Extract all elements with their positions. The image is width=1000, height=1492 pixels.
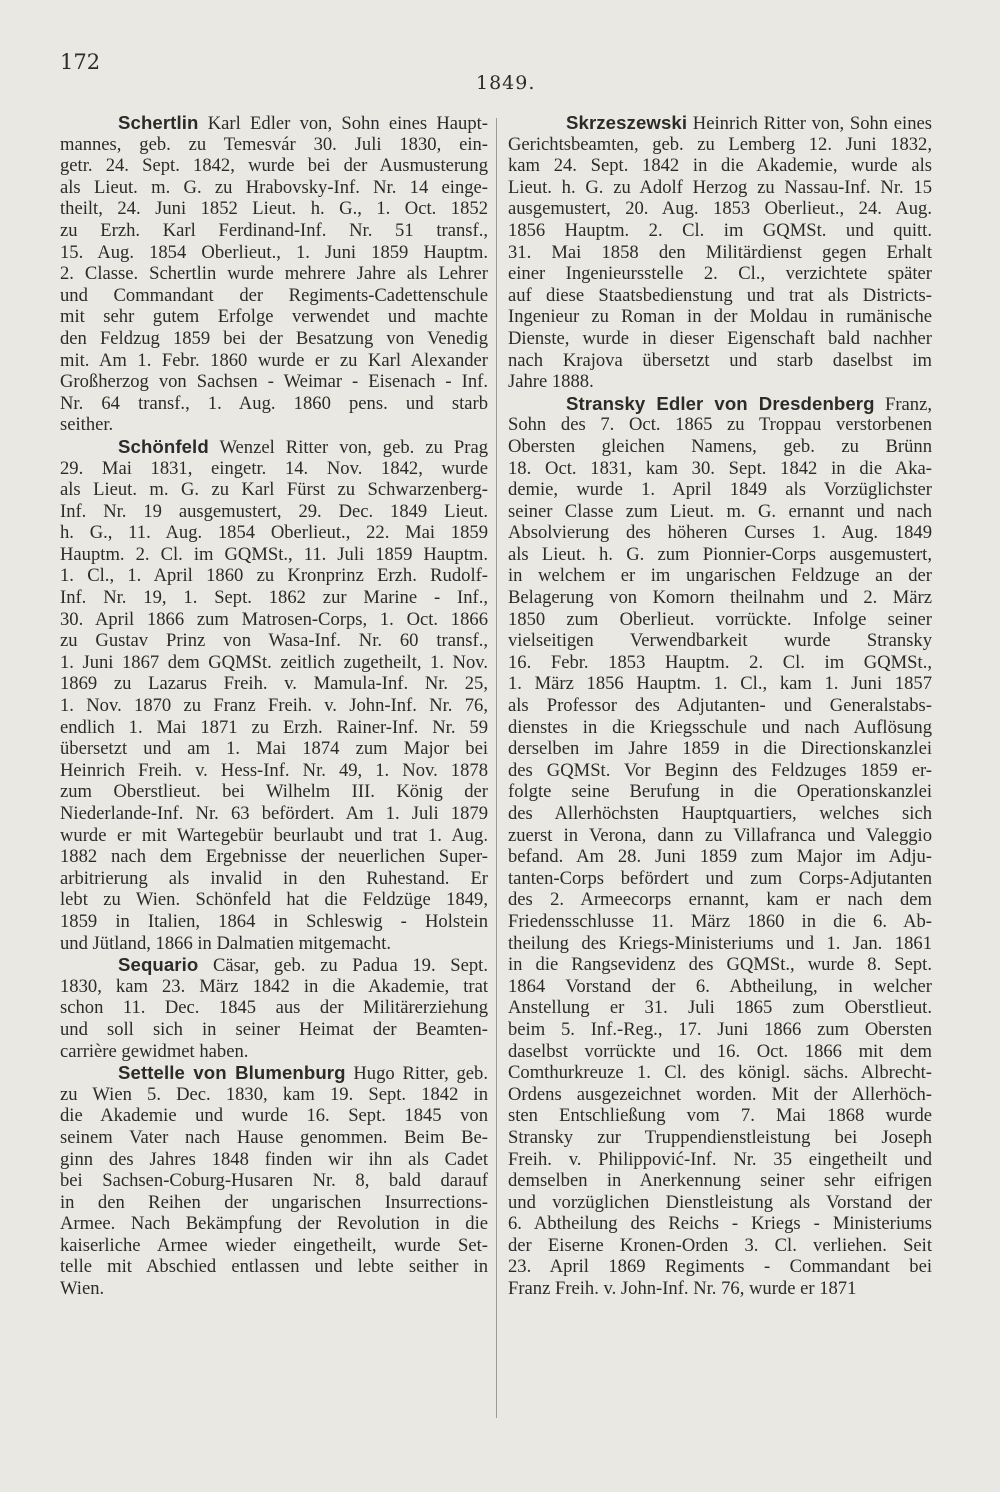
line-text: ausgemustert, 20. Aug. 1853 Oberlieut., 24. Aug.: [508, 198, 932, 220]
text-line: [60, 198, 488, 220]
text-line: [60, 177, 488, 199]
text-line: [508, 868, 932, 890]
text-line: [508, 1062, 932, 1084]
text-line: [60, 997, 488, 1019]
line-text: sten Entschließung vom 7. Mai 1868 wurde: [508, 1105, 932, 1127]
line-text: 30. April 1866 zum Matrosen-Corps, 1. Oct. 1866: [60, 608, 488, 630]
line-text: nach Krajova übersetzt und starb daselbst im: [508, 349, 932, 371]
line-text: als Lieut. h. G. zum Pionnier-Corps ausgemustert,: [508, 543, 932, 565]
text-line: [508, 803, 932, 825]
text-line: [60, 1084, 488, 1106]
line-text: carrière gewidmet haben.: [60, 1040, 249, 1062]
line-text: 1. Nov. 1870 zu Franz Freih. v. John-Inf. Nr. 76,: [60, 695, 488, 717]
running-header-year: 1849.: [476, 72, 536, 94]
text-line: [508, 997, 932, 1019]
line-text: des 2. Armeecorps ernannt, kam er nach dem: [508, 889, 932, 911]
line-text: 1882 nach dem Ergebnisse der neuerlichen Super-: [60, 846, 488, 868]
line-text: Heinrich Ritter von, Sohn eines: [687, 113, 932, 134]
line-text: 1850 zum Oberlieut. vorrückte. Infolge seiner: [508, 608, 932, 630]
line-text: Großherzog von Sachsen - Weimar - Eisenach - Inf.: [60, 371, 488, 393]
line-text: derselben im Jahre 1859 in die Directionskanzlei: [508, 738, 932, 760]
text-line: [60, 1105, 488, 1127]
text-line: [60, 1170, 488, 1192]
line-text: Obersten gleichen Namens, geb. zu Brünn: [508, 435, 932, 457]
text-line: [60, 350, 488, 372]
line-text: 1856 Hauptm. 2. Cl. im GQMSt. und quitt.: [508, 219, 932, 241]
text-line: [508, 458, 932, 480]
text-line: [60, 1235, 488, 1257]
line-text: seiner Classe zum Lieut. m. G. ernannt und nach: [508, 500, 932, 522]
entry-name: Stransky Edler von Dresdenberg: [566, 392, 875, 414]
text-line: [508, 933, 932, 955]
line-text: des GQMSt. Vor Beginn des Feldzuges 1859 er-: [508, 759, 932, 781]
line-text: arbitrierung als invalid in den Ruhestand. Er: [60, 867, 488, 889]
text-line: [508, 760, 932, 782]
line-text: 18. Oct. 1831, kam 30. Sept. 1842 in die Aka-: [508, 457, 932, 479]
line-text: den Feldzug 1859 bei der Besatzung von Venedig: [60, 327, 488, 349]
text-line: [508, 911, 932, 933]
text-line: [508, 1170, 932, 1192]
text-line: [60, 242, 488, 264]
line-text: auf diese Staatsbedienstung und trat als Districts-: [508, 284, 932, 306]
text-line: [508, 328, 932, 350]
text-line: [60, 1149, 488, 1171]
text-line: [60, 155, 488, 177]
line-text: in welchem er im ungarischen Feldzuge an der: [508, 565, 932, 587]
line-text: Heinrich Freih. v. Hess-Inf. Nr. 49, 1. Nov. 1878: [60, 759, 488, 781]
text-line: [508, 544, 932, 566]
line-text: 1. Juni 1867 dem GQMSt. zeitlich zugetheilt, 1. Nov.: [60, 651, 488, 673]
text-line: [60, 1192, 488, 1214]
text-line: [60, 263, 488, 285]
text-line: [508, 393, 932, 415]
text-line: [60, 825, 488, 847]
line-text: 2. Classe. Schertlin wurde mehrere Jahre als Lehrer: [60, 263, 488, 285]
text-line: [60, 479, 488, 501]
line-text: telle mit Abschied entlassen und lebte seither in: [60, 1256, 488, 1278]
text-line: [60, 1278, 488, 1300]
line-text: Ordens ausgezeichnet worden. Mit der Allerhöch-: [508, 1083, 932, 1105]
text-line: [60, 673, 488, 695]
line-text: Cäsar, geb. zu Padua 19. Sept.: [198, 955, 488, 976]
text-line: [60, 652, 488, 674]
text-line: [508, 630, 932, 652]
text-line: [60, 134, 488, 156]
text-line: [60, 1019, 488, 1041]
line-text: folgte seine Berufung in die Operationskanzlei: [508, 781, 932, 803]
line-text: Anstellung er 31. Juli 1865 zum Oberstlieut.: [508, 997, 932, 1019]
text-line: [508, 479, 932, 501]
text-line: [508, 155, 932, 177]
text-line: [508, 263, 932, 285]
text-line: [60, 1041, 488, 1063]
line-text: mit sehr gutem Erfolge verwendet und machte: [60, 306, 488, 328]
line-text: seither.: [60, 414, 114, 436]
text-line: [508, 436, 932, 458]
line-text: theilung des Kriegs-Ministeriums und 1. Jan. 1861: [508, 932, 932, 954]
text-line: [60, 846, 488, 868]
line-text: und vorzüglichen Dienstleistung als Vorstand der: [508, 1191, 932, 1213]
text-line: [60, 306, 488, 328]
text-line: [508, 285, 932, 307]
text-line: [508, 1127, 932, 1149]
line-text: Inf. Nr. 19, 1. Sept. 1862 zur Marine - Inf.,: [60, 587, 488, 609]
line-text: Franz,: [874, 393, 932, 415]
text-line: [60, 889, 488, 911]
line-text: demselben in Anerkennung seiner sehr eifrigen: [508, 1170, 932, 1192]
line-text: wurde er mit Wartegebür beurlaubt und trat 1. Aug.: [60, 824, 488, 846]
line-text: Niederlande-Inf. Nr. 63 befördert. Am 1. Juli 1879: [60, 803, 488, 824]
line-text: 1. März 1856 Hauptm. 1. Cl., kam 1. Juni 1857: [508, 673, 932, 695]
line-text: des Allerhöchsten Hauptquartiers, welches sich: [508, 803, 932, 824]
text-line: [508, 112, 932, 134]
text-line: [508, 781, 932, 803]
left-column: [60, 112, 488, 1300]
line-text: Stransky zur Truppendienstleistung bei Joseph: [508, 1126, 932, 1148]
line-text: Comthurkreuze 1. Cl. des königl. sächs. Albrecht-: [508, 1062, 932, 1084]
text-line: [60, 587, 488, 609]
line-text: schon 11. Dec. 1845 aus der Militärerziehung: [60, 997, 488, 1019]
right-column: [508, 112, 932, 1300]
line-text: zuerst in Verona, dann zu Villafranca und Valeggio: [508, 824, 932, 846]
line-text: 1830, kam 23. März 1842 in die Akademie, trat: [60, 975, 488, 997]
text-line: [60, 436, 488, 458]
line-text: 6. Abtheilung des Reichs - Kriegs - Ministeriums: [508, 1213, 932, 1235]
text-line: [508, 220, 932, 242]
line-text: seinem Vater nach Hause genommen. Beim Be-: [60, 1126, 488, 1148]
text-line: [60, 522, 488, 544]
line-text: Gerichtsbeamten, geb. zu Lemberg 12. Juni 1832,: [508, 133, 932, 155]
line-text: Hauptm. 2. Cl. im GQMSt., 11. Juli 1859 Hauptm.: [60, 543, 488, 565]
line-text: lebt zu Wien. Schönfeld hat die Feldzüge 1849,: [60, 889, 488, 911]
line-text: zu Erzh. Karl Ferdinand-Inf. Nr. 51 transf.,: [60, 219, 488, 241]
line-text: Karl Edler von, Sohn eines Haupt-: [198, 113, 488, 134]
line-text: zu Gustav Prinz von Wasa-Inf. Nr. 60 transf.,: [60, 630, 488, 652]
line-text: tanten-Corps befördert und zum Corps-Adjutanten: [508, 867, 932, 889]
line-text: demie, wurde 1. April 1849 als Vorzüglichster: [508, 479, 932, 501]
line-text: 15. Aug. 1854 Oberlieut., 1. Juni 1859 Hauptm.: [60, 241, 488, 263]
line-text: h. G., 11. Aug. 1854 Oberlieut., 22. Mai 1859: [60, 522, 488, 544]
text-line: [60, 976, 488, 998]
text-line: [60, 220, 488, 242]
text-line: [508, 1192, 932, 1214]
text-line: [60, 717, 488, 739]
text-line: [60, 1127, 488, 1149]
text-line: [508, 1019, 932, 1041]
column-divider: [496, 118, 497, 1418]
line-text: und soll sich in seiner Heimat der Beamten-: [60, 1018, 488, 1040]
text-line: [508, 350, 932, 372]
biography-entry: [60, 436, 488, 954]
text-line: [508, 825, 932, 847]
text-line: [60, 328, 488, 350]
line-text: in die Rangsevidenz des GQMSt., wurde 8. Sept.: [508, 954, 932, 976]
text-line: [60, 738, 488, 760]
line-text: in den Reihen der ungarischen Insurrections-: [60, 1191, 488, 1213]
line-text: 23. April 1869 Regiments - Commandant bei: [508, 1256, 932, 1278]
line-text: kaiserliche Armee wieder eingetheilt, wurde Set-: [60, 1234, 488, 1256]
line-text: als Lieut. m. G. zu Karl Fürst zu Schwarzenberg-: [60, 479, 488, 501]
line-text: mit. Am 1. Febr. 1860 wurde er zu Karl Alexander: [60, 349, 488, 371]
text-line: [60, 760, 488, 782]
line-text: und Commandant der Regiments-Cadettenschule: [60, 284, 488, 306]
text-line: [508, 1149, 932, 1171]
text-line: [508, 1235, 932, 1257]
biography-entry: [60, 112, 488, 436]
line-text: 31. Mai 1858 den Militärdienst gegen Erhalt: [508, 241, 932, 263]
line-text: daselbst vorrückte und 16. Oct. 1866 mit dem: [508, 1040, 932, 1062]
entry-name: Skrzeszewski: [566, 112, 688, 133]
text-line: [508, 1256, 932, 1278]
text-line: [60, 1256, 488, 1278]
text-line: [60, 1213, 488, 1235]
line-text: ginn des Jahres 1848 finden wir ihn als Cadet: [60, 1148, 488, 1170]
text-line: [508, 695, 932, 717]
text-line: [60, 414, 488, 436]
text-line: [508, 1278, 932, 1300]
text-line: [508, 1105, 932, 1127]
text-line: [60, 954, 488, 976]
text-line: [508, 846, 932, 868]
text-line: [60, 112, 488, 134]
text-line: [508, 717, 932, 739]
text-line: [60, 285, 488, 307]
line-text: Jahre 1888.: [508, 371, 594, 393]
text-line: [508, 738, 932, 760]
line-text: vielseitigen Verwendbarkeit wurde Stransky: [508, 630, 932, 652]
text-line: [508, 306, 932, 328]
line-text: theilt, 24. Juni 1852 Lieut. h. G., 1. Oct. 1852: [60, 198, 488, 220]
entry-name: Settelle von Blumenburg: [118, 1062, 346, 1084]
text-line: [508, 889, 932, 911]
line-text: 1869 zu Lazarus Freih. v. Mamula-Inf. Nr. 25,: [60, 673, 488, 695]
line-text: Dienste, wurde in dieser Eigenschaft bald nachher: [508, 327, 932, 349]
line-text: zu Wien 5. Dec. 1830, kam 19. Sept. 1842 in: [60, 1083, 488, 1105]
line-text: beim 5. Inf.-Reg., 17. Juni 1866 zum Obersten: [508, 1018, 932, 1040]
line-text: Wien.: [60, 1278, 105, 1300]
line-text: kam 24. Sept. 1842 in die Akademie, wurde als: [508, 155, 932, 177]
line-text: Freih. v. Philippović-Inf. Nr. 35 eingetheilt und: [508, 1148, 932, 1170]
text-line: [508, 371, 932, 393]
line-text: endlich 1. Mai 1871 zu Erzh. Rainer-Inf. Nr. 59: [60, 716, 488, 738]
text-line: [508, 134, 932, 156]
text-line: [60, 630, 488, 652]
line-text: 16. Febr. 1853 Hauptm. 2. Cl. im GQMSt.,: [508, 651, 932, 673]
text-line: [60, 544, 488, 566]
line-text: Lieut. h. G. zu Adolf Herzog zu Nassau-Inf. Nr. 15: [508, 176, 932, 198]
text-line: [508, 1084, 932, 1106]
line-text: Wenzel Ritter von, geb. zu Prag: [208, 436, 488, 458]
line-text: als Lieut. m. G. zu Hrabovsky-Inf. Nr. 14 einge-: [60, 176, 488, 198]
line-text: Friedensschlusse 11. März 1860 in die 6. Ab-: [508, 910, 932, 932]
text-line: [60, 609, 488, 631]
biography-entry: [508, 112, 932, 393]
line-text: Franz Freih. v. John-Inf. Nr. 76, wurde er 1871: [508, 1278, 857, 1300]
text-line: [508, 954, 932, 976]
text-line: [508, 177, 932, 199]
line-text: dienstes in die Kriegsschule und nach Auflösung: [508, 716, 932, 738]
line-text: Inf. Nr. 19 ausgemustert, 29. Dec. 1849 Lieut.: [60, 500, 488, 522]
text-line: [60, 501, 488, 523]
text-line: [508, 522, 932, 544]
line-text: Absolvierung des höheren Curses 1. Aug. 1849: [508, 522, 932, 544]
text-line: [60, 458, 488, 480]
entry-name: Schönfeld: [118, 435, 209, 457]
page-number: 172: [60, 50, 101, 74]
text-line: [508, 609, 932, 631]
entry-name: Schertlin: [118, 112, 199, 133]
line-text: mannes, geb. zu Temesvár 30. Juli 1830, ein-: [60, 133, 488, 155]
text-line: [508, 501, 932, 523]
text-line: [508, 1213, 932, 1235]
biography-entry: [508, 393, 932, 1300]
text-line: [508, 587, 932, 609]
line-text: 1864 Vorstand der 6. Abtheilung, in welcher: [508, 975, 932, 997]
text-line: [508, 414, 932, 436]
text-line: [60, 565, 488, 587]
text-line: [508, 242, 932, 264]
line-text: als Professor des Adjutanten- und Generalstabs-: [508, 695, 932, 717]
line-text: die Akademie und wurde 16. Sept. 1845 von: [60, 1105, 488, 1127]
line-text: einer Ingenieursstelle 2. Cl., verzichtete später: [508, 263, 932, 285]
line-text: befand. Am 28. Juni 1859 zum Major im Adju-: [508, 846, 932, 868]
text-line: [60, 933, 488, 955]
line-text: 1859 in Italien, 1864 in Schleswig - Holstein: [60, 910, 488, 932]
text-line: [508, 976, 932, 998]
text-line: [60, 781, 488, 803]
line-text: Nr. 64 transf., 1. Aug. 1860 pens. und starb: [60, 392, 488, 414]
line-text: 1. Cl., 1. April 1860 zu Kronprinz Erzh. Rudolf-: [60, 565, 488, 587]
line-text: und Jütland, 1866 in Dalmatien mitgemacht.: [60, 932, 392, 954]
text-line: [508, 673, 932, 695]
text-line: [508, 652, 932, 674]
line-text: der Eiserne Kronen-Orden 3. Cl. verliehen. Seit: [508, 1234, 932, 1256]
biography-entry: [60, 1062, 488, 1300]
entry-name: Sequario: [118, 954, 199, 976]
text-line: [60, 803, 488, 825]
line-text: bei Sachsen-Coburg-Husaren Nr. 8, bald darauf: [60, 1170, 488, 1192]
text-line: [60, 1062, 488, 1084]
text-line: [508, 1041, 932, 1063]
line-text: Ingenieur zu Roman in der Moldau in rumänische: [508, 306, 932, 328]
text-line: [60, 695, 488, 717]
text-line: [60, 868, 488, 890]
text-line: [60, 371, 488, 393]
line-text: 29. Mai 1831, eingetr. 14. Nov. 1842, wurde: [60, 457, 488, 479]
text-line: [60, 911, 488, 933]
text-line: [508, 565, 932, 587]
text-line: [60, 393, 488, 415]
line-text: Belagerung von Komorn theilnahm und 2. März: [508, 587, 932, 609]
line-text: getr. 24. Sept. 1842, wurde bei der Ausmusterung: [60, 155, 488, 177]
biography-entry: [60, 954, 488, 1062]
text-line: [508, 198, 932, 220]
line-text: Sohn des 7. Oct. 1865 zu Troppau verstorbenen: [508, 414, 932, 436]
line-text: zum Oberstlieut. bei Wilhelm III. König der: [60, 781, 488, 803]
line-text: Armee. Nach Bekämpfung der Revolution in die: [60, 1213, 488, 1235]
line-text: übersetzt und am 1. Mai 1874 zum Major bei: [60, 738, 488, 760]
line-text: Hugo Ritter, geb.: [345, 1063, 488, 1084]
